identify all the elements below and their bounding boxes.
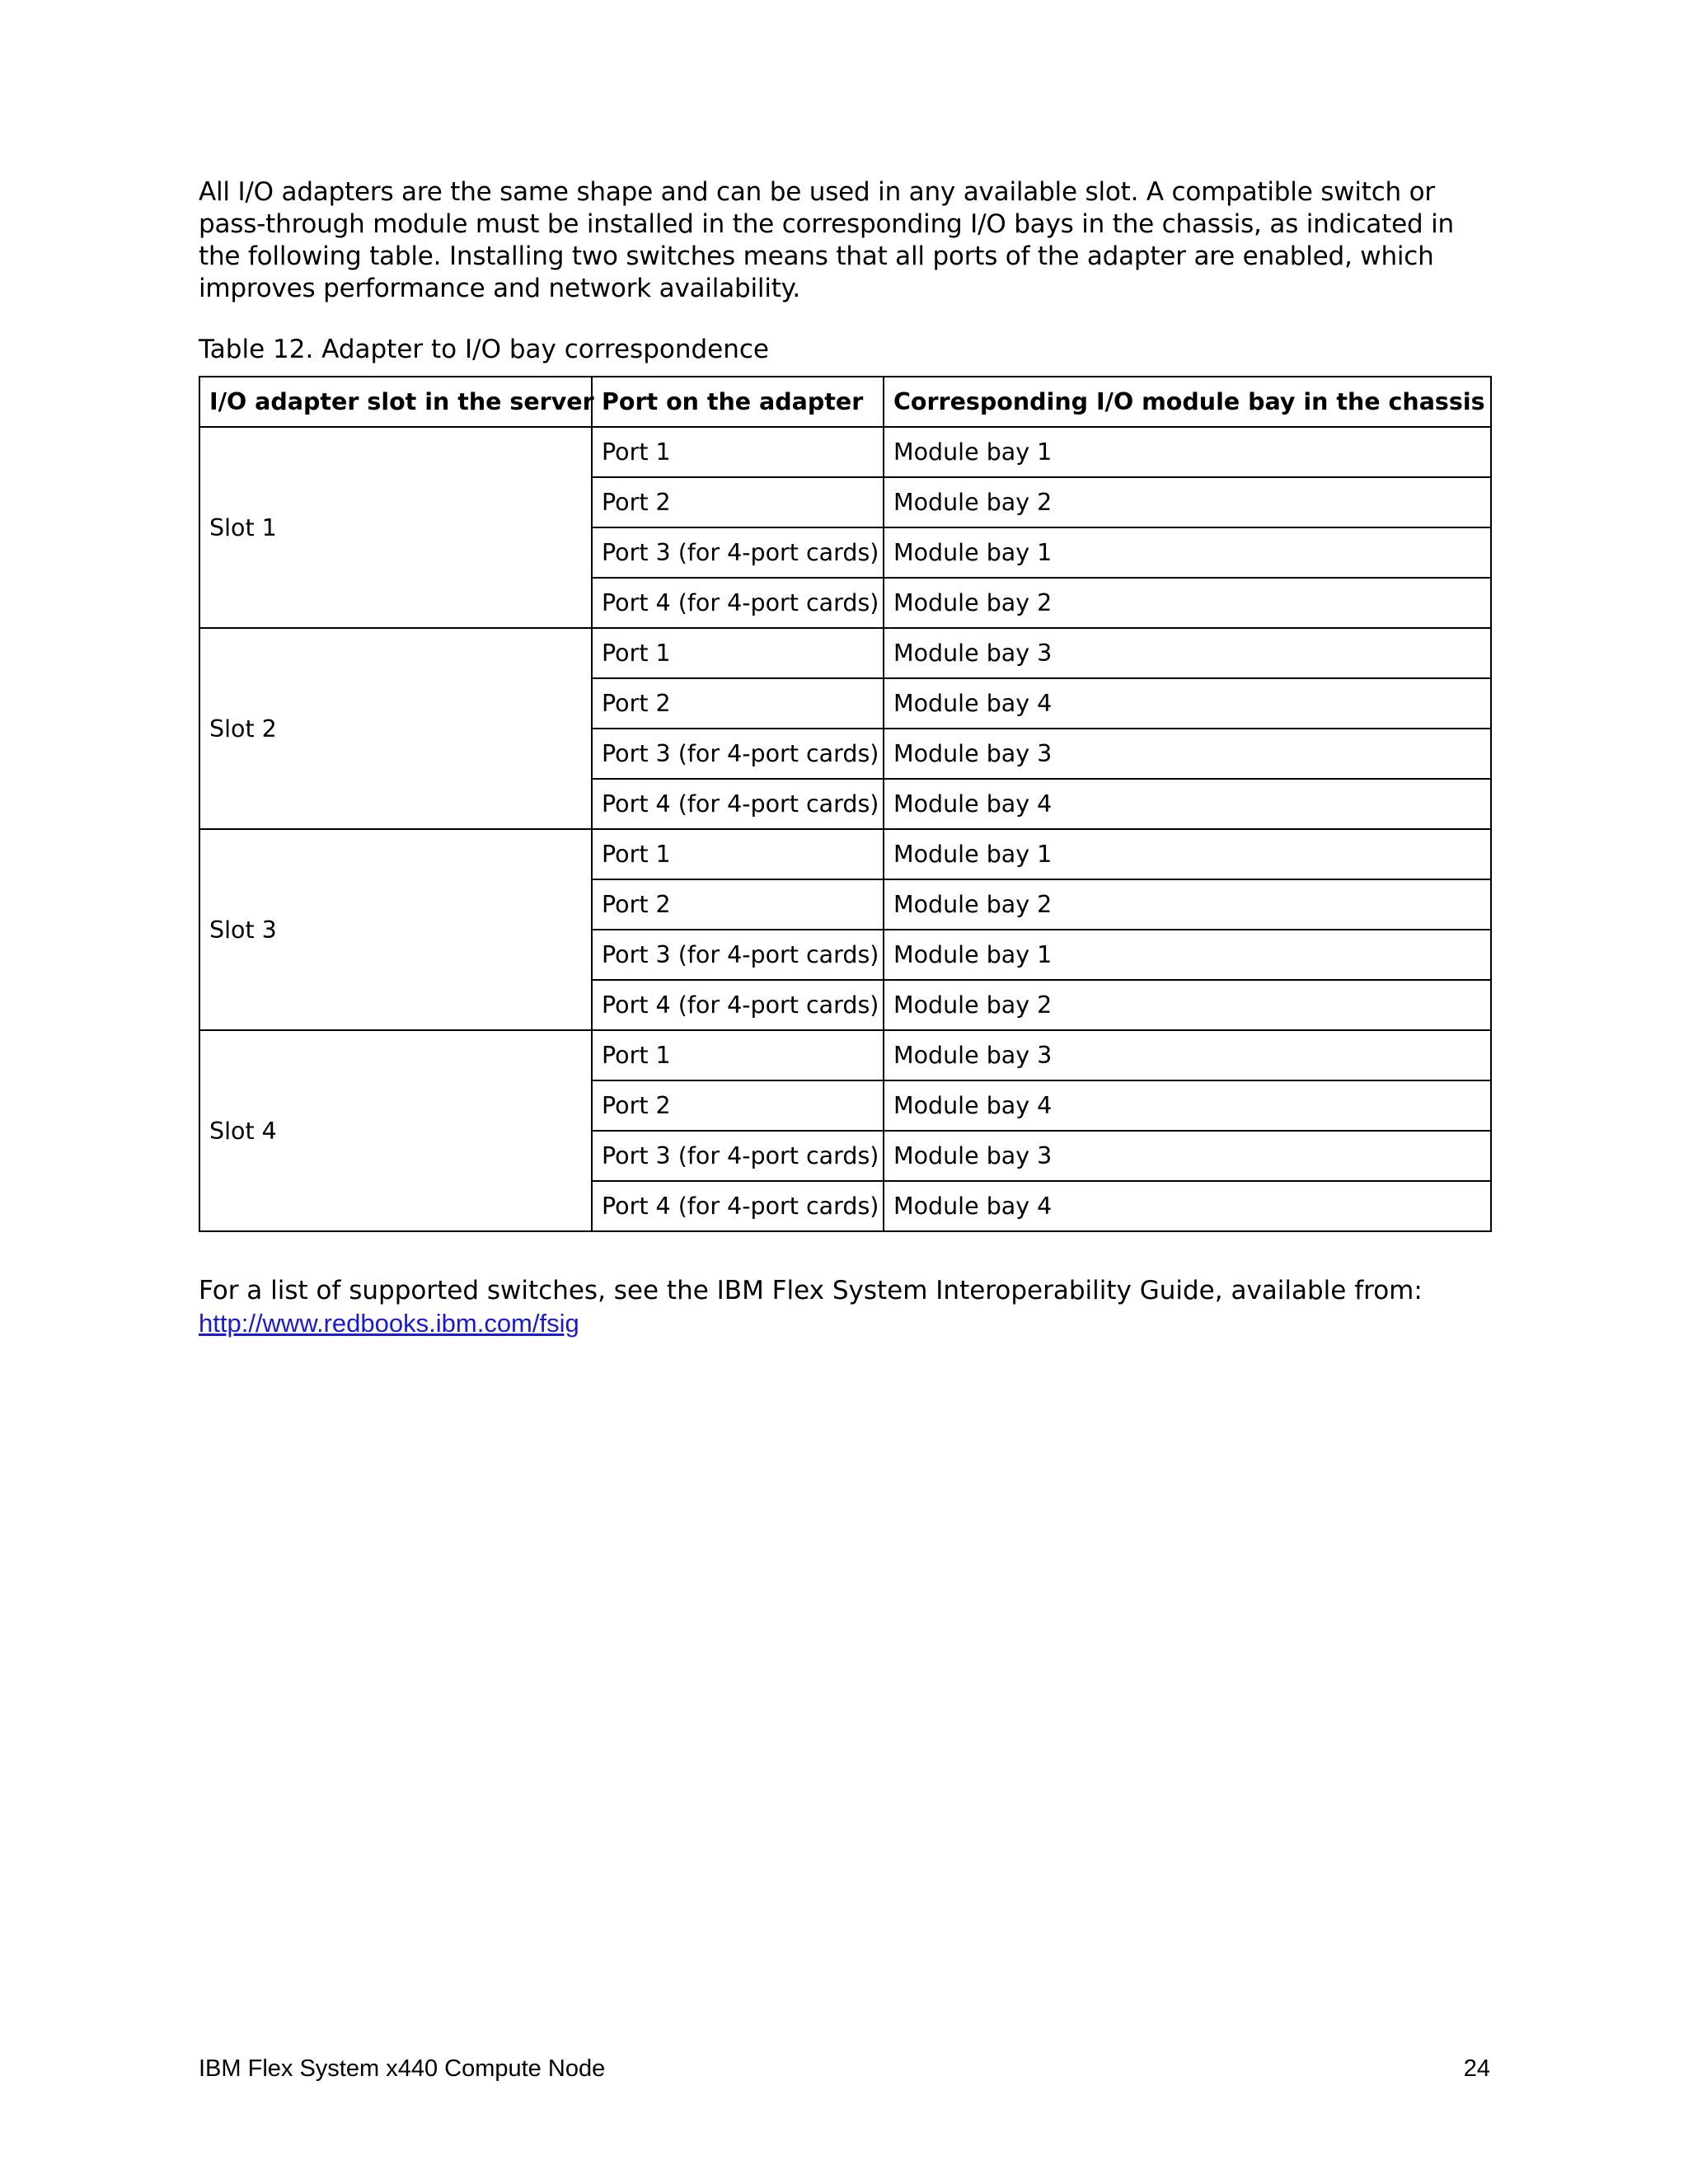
table-header-row	[199, 377, 1491, 427]
page-number: 24	[1463, 2055, 1490, 2082]
slot-cell: Slot 2	[199, 628, 592, 829]
bay-cell: Module bay 1	[884, 930, 1491, 980]
slot-cell: Slot 4	[199, 1030, 592, 1231]
bay-cell: Module bay 3	[884, 1131, 1491, 1181]
table-caption: Table 12. Adapter to I/O bay correspondence	[199, 335, 770, 364]
port-cell: Port 1	[592, 427, 884, 477]
intro-paragraph: All I/O adapters are the same shape and can be used in any available slot. A compatible switch or pass-through module must be installed in the corresponding I/O bays in the chassis, as indicated in the following table. Installing two switches means that all ports of the adapter are enabled, which improves performance and network availability.	[199, 177, 1454, 303]
header-port: Port on the adapter	[592, 377, 884, 427]
table-row	[199, 829, 1491, 879]
slot-cell: Slot 3	[199, 829, 592, 1030]
bay-cell: Module bay 4	[884, 678, 1491, 729]
port-cell: Port 2	[592, 477, 884, 527]
port-cell: Port 1	[592, 628, 884, 678]
port-cell: Port 2	[592, 879, 884, 930]
table-row	[199, 1030, 1491, 1080]
bay-cell: Module bay 2	[884, 477, 1491, 527]
table-row	[199, 427, 1491, 477]
footer-title: IBM Flex System x440 Compute Node	[199, 2055, 606, 2082]
bay-cell: Module bay 3	[884, 628, 1491, 678]
port-cell: Port 4 (for 4-port cards)	[592, 578, 884, 628]
port-cell: Port 4 (for 4-port cards)	[592, 1181, 884, 1231]
bay-cell: Module bay 2	[884, 879, 1491, 930]
bay-cell: Module bay 4	[884, 779, 1491, 829]
port-cell: Port 2	[592, 678, 884, 729]
outro-paragraph	[199, 1275, 1490, 1340]
header-slot: I/O adapter slot in the server	[199, 377, 592, 427]
bay-cell: Module bay 1	[884, 829, 1491, 879]
port-cell: Port 3 (for 4-port cards)	[592, 527, 884, 578]
bay-cell: Module bay 1	[884, 527, 1491, 578]
bay-cell: Module bay 2	[884, 980, 1491, 1030]
outro-text: For a list of supported switches, see the IBM Flex System Interoperability Guide, available from:	[199, 1276, 1423, 1305]
bay-cell: Module bay 2	[884, 578, 1491, 628]
port-cell: Port 3 (for 4-port cards)	[592, 729, 884, 779]
page-content	[199, 176, 1490, 1340]
bay-cell: Module bay 3	[884, 1030, 1491, 1080]
header-bay: Corresponding I/O module bay in the chassis	[884, 377, 1491, 427]
port-cell: Port 1	[592, 1030, 884, 1080]
port-cell: Port 1	[592, 829, 884, 879]
port-cell: Port 3 (for 4-port cards)	[592, 930, 884, 980]
port-cell: Port 2	[592, 1080, 884, 1131]
port-cell: Port 4 (for 4-port cards)	[592, 980, 884, 1030]
bay-cell: Module bay 1	[884, 427, 1491, 477]
table-row	[199, 628, 1491, 678]
port-cell: Port 3 (for 4-port cards)	[592, 1131, 884, 1181]
table-body	[199, 427, 1491, 1231]
bay-cell: Module bay 3	[884, 729, 1491, 779]
slot-cell: Slot 1	[199, 427, 592, 628]
bay-cell: Module bay 4	[884, 1181, 1491, 1231]
port-cell: Port 4 (for 4-port cards)	[592, 779, 884, 829]
adapter-bay-table	[199, 376, 1492, 1232]
bay-cell: Module bay 4	[884, 1080, 1491, 1131]
page-footer	[199, 2055, 1490, 2083]
fsig-link[interactable]: http://www.redbooks.ibm.com/fsig	[199, 1309, 579, 1338]
